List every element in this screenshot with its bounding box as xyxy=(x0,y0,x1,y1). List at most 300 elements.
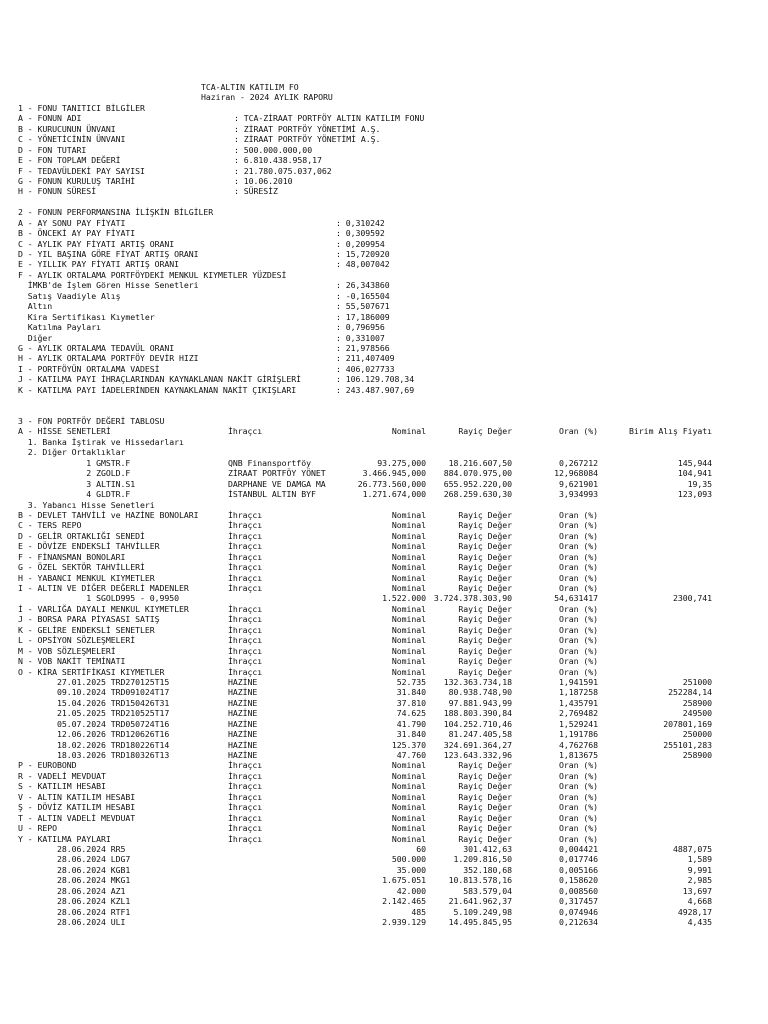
portfolio-row xyxy=(0,750,768,760)
portfolio-row xyxy=(0,552,768,562)
unit-purchase-price: 145,944 xyxy=(677,457,712,468)
portfolio-row xyxy=(0,646,768,656)
portfolio-row xyxy=(0,510,768,520)
market-value: 3.724.378.303,90 xyxy=(433,593,512,604)
performance-row xyxy=(0,333,768,343)
info-value: : 21.780.075.037,062 xyxy=(234,165,332,176)
portfolio-row xyxy=(0,458,768,468)
info-value: : ZİRAAT PORTFÖY YÖNETİMİ A.Ş. xyxy=(234,123,381,134)
ratio: Oran (%) xyxy=(558,760,598,771)
portfolio-item: İ - VARLIĞA DAYALI MENKUL KIYMETLER xyxy=(18,603,189,614)
market-value: 352.180,68 xyxy=(463,864,512,875)
unit-purchase-price: 19,35 xyxy=(687,478,712,489)
ratio: Oran (%) xyxy=(558,624,598,635)
ratio: 12,968084 xyxy=(554,468,598,479)
portfolio-row xyxy=(0,875,768,885)
unit-purchase-price: 258900 xyxy=(682,750,712,760)
nominal: 1.271.674,000 xyxy=(362,489,426,500)
nominal: Nominal xyxy=(391,760,426,771)
nominal: 47.760 xyxy=(396,750,426,760)
portfolio-item: K - GELİRE ENDEKSLİ SENETLER xyxy=(18,624,155,635)
nominal: 35.000 xyxy=(396,864,426,875)
performance-row xyxy=(0,343,768,353)
issuer: ZİRAAT PORTFÖY YÖNET xyxy=(228,468,326,479)
portfolio-item: 1. Banka İştirak ve Hissedarları xyxy=(18,436,184,447)
report-header-line xyxy=(0,82,768,92)
portfolio-item: F - FİNANSMAN BONOLARI xyxy=(18,551,126,562)
performance-value: : 106.129.708,34 xyxy=(336,374,415,385)
portfolio-item: E - DÖVİZE ENDEKSLİ TAHVİLLER xyxy=(18,541,160,552)
market-value: Rayiç Değer xyxy=(458,791,512,802)
issuer: İhraçcı xyxy=(228,426,263,437)
nominal: Nominal xyxy=(391,812,426,823)
portfolio-row xyxy=(0,792,768,802)
portfolio-row xyxy=(0,760,768,770)
ratio: 1,813675 xyxy=(558,750,598,760)
unit-purchase-price: 255101,283 xyxy=(663,739,712,750)
market-value: 104.252.710,46 xyxy=(443,718,512,729)
portfolio-item: T - ALTIN VADELİ MEVDUAT xyxy=(18,812,136,823)
portfolio-item: M - VOB SÖZLEŞMELERİ xyxy=(18,645,116,656)
nominal: Nominal xyxy=(391,666,426,677)
unit-purchase-price: 104,941 xyxy=(677,468,712,479)
portfolio-item: 12.06.2026 TRD120626T16 xyxy=(18,729,170,740)
nominal: Nominal xyxy=(391,583,426,593)
unit-purchase-price: 4887,075 xyxy=(672,843,712,854)
ratio: 0,074946 xyxy=(558,906,598,917)
issuer: İhraçcı xyxy=(228,572,263,583)
performance-label: Kira Sertifikası Kıymetler xyxy=(18,311,155,322)
performance-row xyxy=(0,259,768,269)
performance-label: İMKB'de İşlem Gören Hisse Senetleri xyxy=(18,280,199,291)
nominal: 52.735 xyxy=(396,676,426,687)
market-value: Rayiç Değer xyxy=(458,572,512,583)
nominal: Nominal xyxy=(391,635,426,646)
issuer: HAZİNE xyxy=(228,687,258,698)
unit-purchase-price: Birim Alış Fiyatı xyxy=(629,426,712,437)
nominal: 31.840 xyxy=(396,729,426,740)
info-row xyxy=(0,145,768,155)
blank-line xyxy=(0,395,768,405)
ratio: Oran (%) xyxy=(558,791,598,802)
portfolio-row xyxy=(0,573,768,583)
issuer: İhraçcı xyxy=(228,823,263,834)
portfolio-item: S - KATILIM HESABI xyxy=(18,781,106,792)
nominal: Nominal xyxy=(391,520,426,531)
performance-label: D - YIL BAŞINA GÖRE FİYAT ARTIŞ ORANI xyxy=(18,249,199,259)
portfolio-row xyxy=(0,698,768,708)
issuer: İhraçcı xyxy=(228,770,263,781)
performance-value: : 48,007042 xyxy=(336,259,390,270)
portfolio-item: Y - KATILMA PAYLARI xyxy=(18,833,111,844)
issuer: İhraçcı xyxy=(228,520,263,531)
info-row xyxy=(0,176,768,186)
ratio: Oran (%) xyxy=(558,551,598,562)
unit-purchase-price: 258900 xyxy=(682,697,712,708)
market-value: Rayiç Değer xyxy=(458,645,512,656)
info-row xyxy=(0,134,768,144)
market-value: Rayiç Değer xyxy=(458,426,512,437)
performance-value: : -0,165504 xyxy=(336,290,390,301)
portfolio-item: R - VADELİ MEVDUAT xyxy=(18,770,106,781)
info-value: : TCA-ZİRAAT PORTFÖY ALTIN KATILIM FONU xyxy=(234,113,425,124)
market-value: 1.209.816,50 xyxy=(453,854,512,865)
section-heading xyxy=(0,103,768,113)
info-row xyxy=(0,113,768,123)
portfolio-item: G - ÖZEL SEKTÖR TAHVİLLERİ xyxy=(18,562,145,573)
market-value: 884.070.975,00 xyxy=(443,468,512,479)
portfolio-row xyxy=(0,667,768,677)
portfolio-row xyxy=(0,802,768,812)
unit-purchase-price: 4,668 xyxy=(687,896,712,907)
market-value: Rayiç Değer xyxy=(458,530,512,541)
portfolio-row xyxy=(0,468,768,478)
issuer: İhraçcı xyxy=(228,509,263,520)
market-value: Rayiç Değer xyxy=(458,583,512,593)
issuer: HAZİNE xyxy=(228,708,258,719)
monthly-report-document xyxy=(0,82,768,927)
portfolio-item: 15.04.2026 TRD150426T31 xyxy=(18,697,170,708)
portfolio-item: C - TERS REPO xyxy=(18,520,82,531)
issuer: HAZİNE xyxy=(228,729,258,740)
report-header-line xyxy=(0,92,768,102)
ratio: 0,212634 xyxy=(558,917,598,927)
issuer: İhraçcı xyxy=(228,583,263,593)
issuer: HAZİNE xyxy=(228,739,258,750)
market-value: 18.216.607,50 xyxy=(448,457,512,468)
performance-value: : 21,978566 xyxy=(336,342,390,353)
ratio: Oran (%) xyxy=(558,635,598,646)
portfolio-item: Ş - DÖVİZ KATILIM HESABI xyxy=(18,802,136,813)
portfolio-item: 28.06.2024 ULI xyxy=(18,917,126,927)
nominal: 1.675.051 xyxy=(382,875,426,886)
performance-value: : 406,027733 xyxy=(336,363,395,374)
portfolio-item: 28.06.2024 AZ1 xyxy=(18,885,126,896)
portfolio-item: L - OPSİYON SÖZLEŞMELERİ xyxy=(18,635,136,646)
performance-label: I - PORTFÖYÜN ORTALAMA VADESİ xyxy=(18,363,160,374)
issuer: İhraçcı xyxy=(228,541,263,552)
nominal: Nominal xyxy=(391,781,426,792)
ratio: Oran (%) xyxy=(558,770,598,781)
market-value: 123.643.332,96 xyxy=(443,750,512,760)
info-label: D - FON TUTARI xyxy=(18,144,87,155)
issuer: İhraçcı xyxy=(228,812,263,823)
market-value: Rayiç Değer xyxy=(458,666,512,677)
portfolio-item: 21.05.2025 TRD210525T17 xyxy=(18,708,170,719)
unit-purchase-price: 123,093 xyxy=(677,489,712,500)
nominal: 93.275,000 xyxy=(377,457,426,468)
market-value: Rayiç Değer xyxy=(458,656,512,667)
nominal: Nominal xyxy=(391,624,426,635)
portfolio-item: P - EUROBOND xyxy=(18,760,77,771)
blank-line xyxy=(0,197,768,207)
performance-row xyxy=(0,280,768,290)
portfolio-item: O - KİRA SERTİFİKASI KIYMETLER xyxy=(18,666,165,677)
section-heading xyxy=(0,207,768,217)
performance-row xyxy=(0,249,768,259)
unit-purchase-price: 250000 xyxy=(682,729,712,740)
portfolio-item: 3. Yabancı Hisse Senetleri xyxy=(18,499,155,510)
portfolio-row xyxy=(0,531,768,541)
portfolio-row xyxy=(0,583,768,593)
market-value: 14.495.845,95 xyxy=(448,917,512,927)
portfolio-row xyxy=(0,656,768,666)
portfolio-row xyxy=(0,896,768,906)
ratio: 0,008560 xyxy=(558,885,598,896)
info-label: B - KURUCUNUN ÜNVANI xyxy=(18,123,116,134)
market-value: Rayiç Değer xyxy=(458,833,512,844)
unit-purchase-price: 13,697 xyxy=(682,885,712,896)
performance-label: A - AY SONU PAY FİYATI xyxy=(18,217,126,228)
issuer: İhraçcı xyxy=(228,781,263,792)
performance-row xyxy=(0,228,768,238)
portfolio-item: 18.02.2026 TRD180226T14 xyxy=(18,739,170,750)
ratio: 1,941591 xyxy=(558,676,598,687)
ratio: 1,529241 xyxy=(558,718,598,729)
ratio: Oran (%) xyxy=(558,823,598,834)
issuer: QNB Finansportföy xyxy=(228,457,311,468)
portfolio-item: 28.06.2024 RTF1 xyxy=(18,906,131,917)
portfolio-row xyxy=(0,604,768,614)
performance-label: Katılma Payları xyxy=(18,322,101,333)
ratio: Oran (%) xyxy=(558,833,598,844)
nominal: Nominal xyxy=(391,791,426,802)
nominal: 74.625 xyxy=(396,708,426,719)
portfolio-row xyxy=(0,834,768,844)
portfolio-item: 3 ALTIN.S1 xyxy=(18,478,136,489)
performance-row xyxy=(0,312,768,322)
issuer: HAZİNE xyxy=(228,750,258,760)
info-label: H - FONUN SÜRESİ xyxy=(18,186,97,197)
performance-label: F - AYLIK ORTALAMA PORTFÖYDEKİ MENKUL KIYMETLER YÜZDESİ xyxy=(18,269,287,280)
ratio: Oran (%) xyxy=(558,426,598,437)
performance-label: J - KATILMA PAYI İHRAÇLARINDAN KAYNAKLANAN NAKİT GİRİŞLERİ xyxy=(18,374,301,385)
info-row xyxy=(0,155,768,165)
ratio: 1,191786 xyxy=(558,729,598,740)
portfolio-item: V - ALTIN KATILIM HESABI xyxy=(18,791,136,802)
portfolio-item: N - VOB NAKİT TEMİNATI xyxy=(18,656,126,667)
ratio: Oran (%) xyxy=(558,614,598,625)
ratio: Oran (%) xyxy=(558,572,598,583)
performance-value: : 211,407409 xyxy=(336,353,395,364)
ratio: 9,621901 xyxy=(558,478,598,489)
issuer: İhraçcı xyxy=(228,645,263,656)
performance-value: : 26,343860 xyxy=(336,280,390,291)
portfolio-row xyxy=(0,489,768,499)
issuer: İhraçcı xyxy=(228,802,263,813)
portfolio-row xyxy=(0,687,768,697)
performance-row xyxy=(0,374,768,384)
unit-purchase-price: 2,985 xyxy=(687,875,712,886)
portfolio-row xyxy=(0,708,768,718)
portfolio-row xyxy=(0,437,768,447)
market-value: 132.363.734,18 xyxy=(443,676,512,687)
market-value: Rayiç Değer xyxy=(458,781,512,792)
issuer: İhraçcı xyxy=(228,666,263,677)
ratio: Oran (%) xyxy=(558,666,598,677)
performance-row xyxy=(0,364,768,374)
issuer: İhraçcı xyxy=(228,760,263,771)
unit-purchase-price: 4,435 xyxy=(687,917,712,927)
ratio: 3,934993 xyxy=(558,489,598,500)
ratio: Oran (%) xyxy=(558,530,598,541)
ratio: Oran (%) xyxy=(558,802,598,813)
issuer: İhraçcı xyxy=(228,603,263,614)
market-value: 5.109.249,98 xyxy=(453,906,512,917)
nominal: 485 xyxy=(411,906,426,917)
nominal: Nominal xyxy=(391,656,426,667)
issuer: HAZİNE xyxy=(228,697,258,708)
info-value: : SÜRESİZ xyxy=(234,186,278,197)
ratio: Oran (%) xyxy=(558,645,598,656)
info-label: F - TEDAVÜLDEKİ PAY SAYISI xyxy=(18,165,145,176)
ratio: Oran (%) xyxy=(558,509,598,520)
performance-label: C - AYLIK PAY FİYATI ARTIŞ ORANI xyxy=(18,238,175,249)
unit-purchase-price: 9,991 xyxy=(687,864,712,875)
issuer: İhraçcı xyxy=(228,551,263,562)
market-value: 80.938.748,90 xyxy=(448,687,512,698)
market-value: 655.952.220,00 xyxy=(443,478,512,489)
portfolio-row xyxy=(0,520,768,530)
issuer: İSTANBUL ALTIN BYF xyxy=(228,489,316,500)
market-value: 301.412,63 xyxy=(463,843,512,854)
portfolio-row xyxy=(0,625,768,635)
portfolio-row xyxy=(0,500,768,510)
nominal: Nominal xyxy=(391,530,426,541)
portfolio-row xyxy=(0,917,768,927)
ratio: Oran (%) xyxy=(558,781,598,792)
portfolio-row xyxy=(0,886,768,896)
market-value: Rayiç Değer xyxy=(458,614,512,625)
portfolio-row xyxy=(0,426,768,436)
nominal: Nominal xyxy=(391,541,426,552)
portfolio-item: I - ALTIN VE DİĞER DEĞERLİ MADENLER xyxy=(18,583,189,593)
portfolio-row xyxy=(0,740,768,750)
unit-purchase-price: 252284,14 xyxy=(668,687,712,698)
performance-label: K - KATILMA PAYI İADELERİNDEN KAYNAKLANAN NAKİT ÇIKIŞLARI xyxy=(18,384,297,395)
nominal: Nominal xyxy=(391,572,426,583)
market-value: Rayiç Değer xyxy=(458,551,512,562)
issuer: İhraçcı xyxy=(228,656,263,667)
issuer: İhraçcı xyxy=(228,624,263,635)
nominal: 3.466.945,000 xyxy=(362,468,426,479)
portfolio-item: 2. Diğer Ortaklıklar xyxy=(18,447,126,458)
nominal: Nominal xyxy=(391,426,426,437)
performance-value: : 0,209954 xyxy=(336,238,385,249)
nominal: 500.000 xyxy=(391,854,426,865)
portfolio-item: 1 SGOLD995 - 0,9950 xyxy=(18,593,180,604)
issuer: İhraçcı xyxy=(228,833,263,844)
market-value: Rayiç Değer xyxy=(458,760,512,771)
portfolio-item: 18.03.2026 TRD180326T13 xyxy=(18,750,170,760)
ratio: Oran (%) xyxy=(558,541,598,552)
issuer: İhraçcı xyxy=(228,614,263,625)
portfolio-item: 4 GLDTR.F xyxy=(18,489,131,500)
ratio: Oran (%) xyxy=(558,583,598,593)
performance-label: H - AYLIK ORTALAMA PORTFÖY DEVİR HIZI xyxy=(18,353,199,364)
market-value: Rayiç Değer xyxy=(458,635,512,646)
portfolio-item: 28.06.2024 MKG1 xyxy=(18,875,131,886)
unit-purchase-price: 207801,169 xyxy=(663,718,712,729)
issuer: DARPHANE VE DAMGA MA xyxy=(228,478,326,489)
portfolio-row xyxy=(0,635,768,645)
market-value: Rayiç Değer xyxy=(458,812,512,823)
performance-value: : 17,186009 xyxy=(336,311,390,322)
issuer: HAZİNE xyxy=(228,718,258,729)
performance-label: E - YILLIK PAY FİYATI ARTIŞ ORANI xyxy=(18,259,180,270)
ratio: Oran (%) xyxy=(558,603,598,614)
performance-row xyxy=(0,218,768,228)
nominal: Nominal xyxy=(391,603,426,614)
ratio: 1,435791 xyxy=(558,697,598,708)
ratio: 0,158620 xyxy=(558,875,598,886)
portfolio-item: U - REPO xyxy=(18,823,58,834)
section3-heading: 3 - FON PORTFÖY DEĞERİ TABLOSU xyxy=(18,416,165,426)
portfolio-row xyxy=(0,562,768,572)
portfolio-row xyxy=(0,447,768,457)
ratio: 4,762768 xyxy=(558,739,598,750)
info-label: E - FON TOPLAM DEĞERİ xyxy=(18,155,121,166)
info-value: : 10.06.2010 xyxy=(234,175,293,186)
portfolio-row xyxy=(0,823,768,833)
nominal: 60 xyxy=(416,843,426,854)
ratio: 1,187258 xyxy=(558,687,598,698)
info-row xyxy=(0,124,768,134)
performance-label: G - AYLIK ORTALAMA TEDAVÜL ORANI xyxy=(18,342,175,353)
fund-title: TCA-ALTIN KATILIM FO xyxy=(201,82,299,92)
performance-label: Satış Vaadiyle Alış xyxy=(18,290,121,301)
market-value: Rayiç Değer xyxy=(458,770,512,781)
nominal: Nominal xyxy=(391,823,426,834)
unit-purchase-price: 2300,741 xyxy=(672,593,712,604)
portfolio-row xyxy=(0,771,768,781)
nominal: Nominal xyxy=(391,509,426,520)
market-value: Rayiç Değer xyxy=(458,562,512,573)
nominal: 26.773.560,000 xyxy=(357,478,426,489)
info-value: : ZİRAAT PORTFÖY YÖNETİMİ A.Ş. xyxy=(234,134,381,145)
nominal: Nominal xyxy=(391,770,426,781)
portfolio-row xyxy=(0,614,768,624)
nominal: Nominal xyxy=(391,614,426,625)
performance-value: : 15,720920 xyxy=(336,249,390,259)
nominal: Nominal xyxy=(391,802,426,813)
unit-purchase-price: 249500 xyxy=(682,708,712,719)
ratio: 0,017746 xyxy=(558,854,598,865)
ratio: Oran (%) xyxy=(558,520,598,531)
portfolio-row xyxy=(0,844,768,854)
performance-value: : 0,796956 xyxy=(336,322,385,333)
market-value: 81.247.405,58 xyxy=(448,729,512,740)
nominal: 2.939.129 xyxy=(382,917,426,927)
performance-label: Diğer xyxy=(18,332,53,343)
portfolio-item: 09.10.2024 TRD091024T17 xyxy=(18,687,170,698)
performance-value: : 243.487.907,69 xyxy=(336,384,415,395)
market-value: 268.259.630,30 xyxy=(443,489,512,500)
info-row xyxy=(0,186,768,196)
issuer: İhraçcı xyxy=(228,791,263,802)
market-value: Rayiç Değer xyxy=(458,823,512,834)
ratio: 0,005166 xyxy=(558,864,598,875)
nominal: 41.790 xyxy=(396,718,426,729)
portfolio-item: H - YABANCI MENKUL KIYMETLER xyxy=(18,572,155,583)
performance-row xyxy=(0,270,768,280)
market-value: Rayiç Değer xyxy=(458,802,512,813)
section1-heading: 1 - FONU TANITICI BİLGİLER xyxy=(18,102,145,113)
performance-row xyxy=(0,239,768,249)
nominal: Nominal xyxy=(391,551,426,562)
portfolio-item: B - DEVLET TAHVİLİ ve HAZİNE BONOLARI xyxy=(18,509,199,520)
ratio: 54,631417 xyxy=(554,593,598,604)
